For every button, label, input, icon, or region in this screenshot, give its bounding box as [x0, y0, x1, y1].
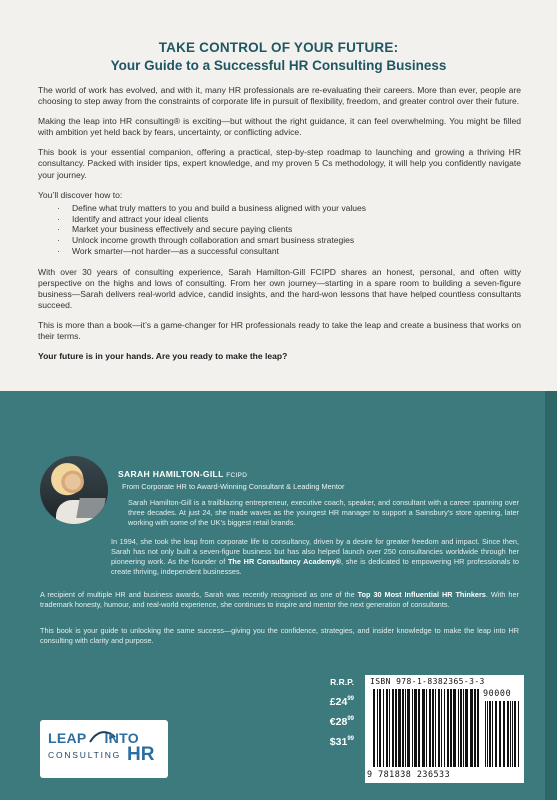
- publisher-logo: [40, 720, 168, 778]
- laptop-icon: [76, 498, 106, 518]
- closing-line: Your future is in your hands. Are you ready to make the leap?: [38, 351, 288, 362]
- benefit-item: · Market your business effectively and secure paying clients: [57, 224, 293, 235]
- author-bio-2: In 1994, she took the leap from corporate life to consultancy, driven by a desire for greater freedom and impact. Since then, Sarah has not only built a seven-figure business but has also helped launch over 250 consultancies worldwide through her pioneering work. As the founder of The HR Consultancy Academy®, she is dedicated to empowering HR professionals to create thriving, independent businesses.: [111, 537, 519, 577]
- benefit-item: · Work smarter—not harder—as a successful consultant: [57, 245, 279, 256]
- bullet-icon: ·: [57, 235, 60, 246]
- rrp-label: R.R.P.: [330, 677, 354, 687]
- logo-leap: LEAP INTO: [48, 730, 139, 746]
- logo-hr: HR: [127, 744, 155, 765]
- intro-paragraph-3: This book is your essential companion, offering a practical, step-by-step roadmap to launching and growing a thriving HR consultancy. Packed with insider tips, expert knowledge, and my proven 5 Cs methodology, it will help you confidently navigate your journey.: [38, 147, 521, 180]
- bullet-icon: ·: [57, 202, 60, 213]
- barcode-bars: [371, 689, 521, 769]
- isbn-text: ISBN 978-1-8382365-3-3: [370, 677, 485, 686]
- bullet-icon: ·: [57, 245, 60, 256]
- price-eur: $€28^{99}$: [329, 716, 354, 728]
- author-bio-4: This book is your guide to unlocking the same success—giving you the confidence, strategies, and insider knowledge to make the leap into HR consulting with clarity and purpose.: [40, 626, 519, 646]
- ean-digits: 9 781838 236533: [367, 769, 451, 779]
- logo-consulting: CONSULTING: [48, 750, 122, 760]
- price-block: [318, 677, 354, 756]
- bullet-icon: ·: [57, 224, 60, 235]
- benefit-item: · Define what truly matters to you and build a business aligned with your values: [57, 202, 367, 213]
- intro-paragraph-1: The world of work has evolved, and with it, many HR professionals are re-evaluating their careers. More than ever, people are choosing to step away from the constraints of corporate life in pursuit of flexibility, freedom, and greater control over their future.: [38, 85, 521, 107]
- benefit-item: · Unlock income growth through collaboration and smart business strategies: [57, 235, 355, 246]
- author-photo: [40, 456, 108, 524]
- blurb-text: [38, 85, 521, 371]
- spine-edge: [545, 391, 557, 800]
- author-subtitle: From Corporate HR to Award-Winning Consultant & Leading Mentor: [122, 482, 345, 491]
- discover-label: You’ll discover how to:: [38, 189, 123, 200]
- addon-digits: 90000: [483, 688, 512, 698]
- title-line-1: TAKE CONTROL OF YOUR FUTURE:: [158, 40, 399, 55]
- price-gbp: $£24^{99}$: [329, 696, 354, 708]
- cover-title: [0, 40, 557, 73]
- benefit-item: · Identify and attract your ideal clients: [57, 213, 209, 224]
- benefit-list: [38, 203, 521, 257]
- intro-paragraph-2: Making the leap into HR consulting® is exciting—but without the right guidance, it can feel overwhelming. You might be filled with ambition yet held back by fears, uncertainty, or conflicting advice.: [38, 116, 521, 138]
- bullet-icon: ·: [57, 213, 60, 224]
- price-usd: $\$31^{99}$: [329, 736, 354, 748]
- author-name: SARAH HAMILTON-GILL FCIPD: [118, 469, 248, 479]
- author-postnominal: FCIPD: [226, 472, 248, 479]
- title-line-2: Your Guide to a Successful HR Consulting Business: [110, 58, 447, 73]
- author-bio-1: Sarah Hamilton-Gill is a trailblazing entrepreneur, executive coach, speaker, and consultant with a career spanning over three decades. At just 24, she made waves as the youngest HR manager to support a Sainsbury’s store opening, later working with some of the UK’s biggest retail brands.: [128, 498, 519, 528]
- isbn-barcode: [365, 675, 524, 783]
- intro-paragraph-4: With over 30 years of consulting experience, Sarah Hamilton-Gill FCIPD shares an honest, personal, and often witty perspective on the highs and lows of consulting. From her own journey—starting in a spare room to building a seven-figure business—Sarah delivers real-world advice, candid insights, and the hard-won lessons that have helped countless consultants succeed.: [38, 266, 521, 311]
- intro-paragraph-5: This is more than a book—it’s a game-changer for HR professionals ready to take the leap and create a business that works on their terms.: [38, 320, 521, 342]
- author-bio-3: A recipient of multiple HR and business awards, Sarah was recently recognised as one of the Top 30 Most Influential HR Thinkers. With her trademark honesty, humour, and real-world experience, she continues to inspire and mentor the next generation of consultants.: [40, 590, 519, 610]
